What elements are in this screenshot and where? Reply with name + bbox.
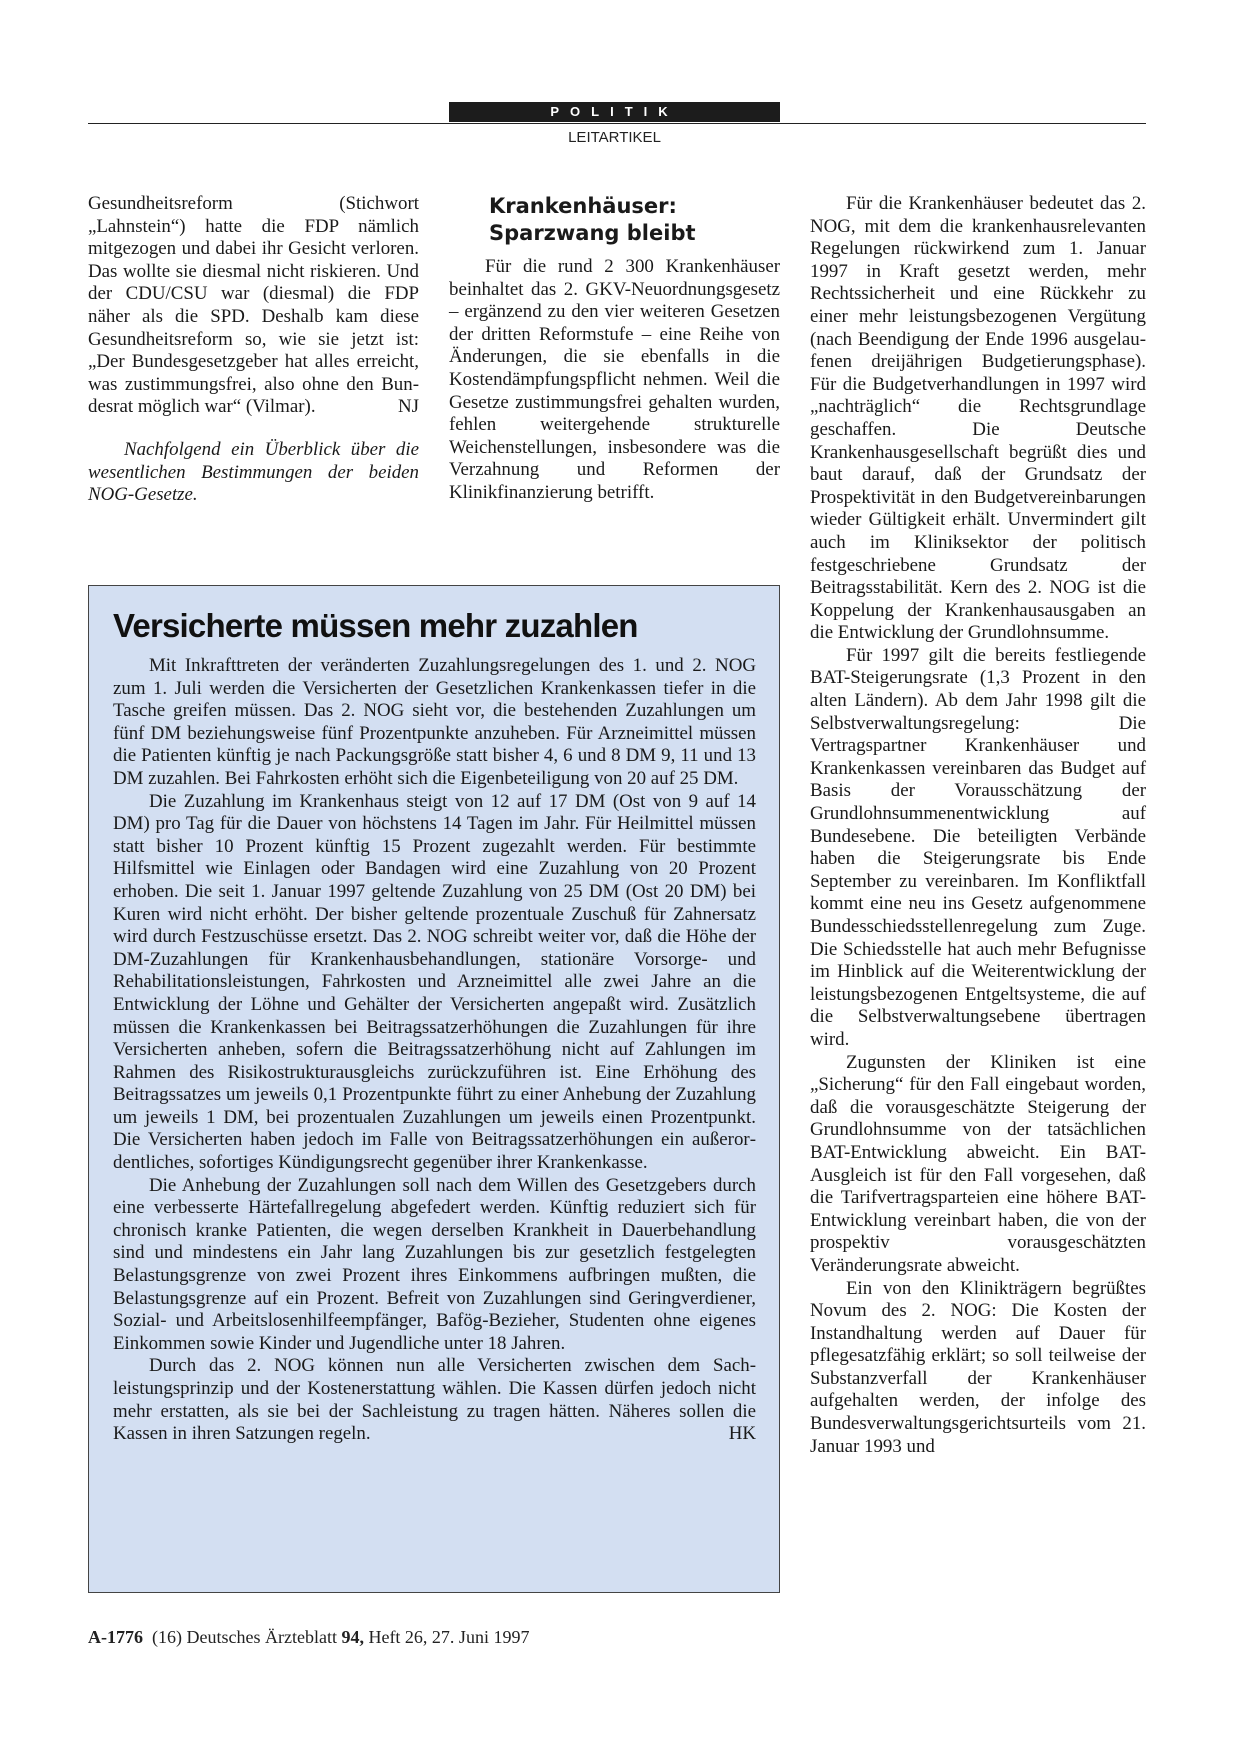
paragraph: Mit Inkrafttreten der veränderten Zuzahlungsregelungen des 1. und 2. NOG zum 1. Juli werden die Versicherten der Gesetzlichen Krankenkassen tiefer in die Tasche greifen müssen. Das 2. NOG sieht vor, die bestehenden Zuzahlungen um fünf DM beziehungsweise fünf Prozentpunkte anzuheben. Für Arzneimittel müssen die Patienten künftig je nach Packungsgröße statt bisher 4, 6 und 8 DM 9, 11 und 13 DM zuzahlen. Bei Fahrkosten erhöht sich die Eigenbeteiligung von 20 auf 25 DM. [113, 655, 756, 789]
page-number: (16) [152, 1627, 182, 1647]
column-right [810, 193, 1146, 1458]
column-middle [449, 193, 780, 505]
subheading: Krankenhäuser: Sparzwang bleibt [489, 194, 696, 245]
subsection-label: LEITARTIKEL [568, 129, 661, 146]
section-label: POLITIK [449, 102, 780, 122]
header-rule [88, 123, 1146, 124]
column-left [88, 193, 419, 507]
author-initials: NJ [398, 396, 419, 418]
box-body [113, 655, 756, 1446]
paragraph: Die Anhebung der Zuzahlungen soll nach dem Willen des Gesetzgebers durch eine verbesserte Härtefallregelung abgefedert werden. Künftig reduziert sich für chronisch kranke Patienten, die wegen derselben Krankheit in Dauerbehandlung sind und mindestens ein Jahr lang Zuzahlungen bis zur gesetzlich festgelegten Belastungsgrenze von zwei Prozent ihres Einkommens aufbringen mußten, die Belastungsgrenze auf ein Prozent. Befreit von Zuzahlungen sind Geringverdiener, Sozial- und Arbeitslosenhilfeempfänger, Bafög-Bezieher, Studenten ohne eigenes Einkommen sowie Kinder und Jugendliche unter 18 Jahren. [113, 1174, 756, 1354]
paragraph: Für 1997 gilt die bereits festliegende BAT-Steigerungsrate (1,3 Prozent in den alten Ländern). Ab dem Jahr 1998 gilt die Selbstverwaltungsregelung: Die Vertragspartner Krankenhäuser und Krankenkassen vereinbaren das Budget auf Basis der Vorausschätzung der Grundlohnsummenentwicklung auf Bundesebene. Die beteiligten Verbände haben die Steigerungsrate bis Ende September zu vereinbaren. Im Konfliktfall kommt eine neu ins Gesetz aufgenommene Bundesschiedsstellenregelung zum Zuge. Die Schiedsstelle hat auch mehr Befugnisse im Hinblick auf die Weiterentwicklung der leistungsbezogenen Entgeltsysteme, die auf die Selbstverwaltungsebene übertragen wird. [810, 644, 1146, 1050]
paragraph: Ein von den Klinikträgern begrüßtes Novum des 2. NOG: Die Kosten der Instandhaltung werden auf Dauer für pflegesatzfähig erklärt; so soll teilweise der Substanzverfall der Krankenhäuser aufgehalten werden, der infolge des Bundesverwaltungsgerichtsurteils vom 21. Januar 1993 und [810, 1277, 1146, 1457]
paragraph: Die Zuzahlung im Krankenhaus steigt von 12 auf 17 DM (Ost von 9 auf 14 DM) pro Tag für die Dauer von höchstens 14 Tagen im Jahr. Für Heilmittel müssen statt bisher 10 Prozent künftig 15 Prozent zugezahlt werden. Für bestimmte Hilfsmittel wie Einlagen oder Bandagen wird eine Zuzahlung von 20 Prozent erhoben. Die seit 1. Januar 1997 geltende Zuzahlung von 25 DM (Ost 20 DM) bei Kuren wird nicht erhöht. Der bisher geltende prozentuale Zuschuß für Zahnersatz wird durch Festzuschüsse ersetzt. Das 2. NOG schreibt weiter vor, daß die Höhe der DM-Zuzahlungen für Krankenhausbehandlungen, stationäre Vorsorge- und Rehabilitationsleistungen, Fahrkosten und Arzneimittel alle zwei Jahre an die Entwicklung der Löhne und Gehälter der Versicherten angepaßt wird. Zusätzlich müssen die Krankenkassen bei Beitragssatzerhöhungen die Zuzahlungen für ihre Versicherten anheben, sofern die Beitragssatzerhöhung nicht auf Zahlungen im Rahmen des Risikostrukturausgleichs zurückzuführen ist. Eine Erhöhung des Beitragssatzes um jeweils 0,1 Prozentpunkte führt zu einer Anhebung der Zuzahlung um jeweils 1 DM, bei prozentualen Zuzahlungen um jeweils einen Prozentpunkt. Die Versicherten haben jedoch im Falle von Beitragssatzerhöhungen ein außerordentliches, sofortiges Kündigungsrecht gegenüber ihrer Krankenkasse. [113, 790, 756, 1174]
page-code: A-1776 [88, 1627, 143, 1647]
info-box [88, 585, 780, 1593]
journal-name: Deutsches Ärzteblatt [186, 1627, 337, 1647]
volume-number: 94, [341, 1627, 364, 1647]
box-title: Versicherte müssen mehr zuzahlen [113, 607, 638, 644]
paragraph: Für die rund 2 300 Krankenhäuser beinhaltet das 2. GKV-Neuordnungsgesetz – ergänzend zu den vier weiteren Gesetzen der dritten Reformstufe – eine Reihe von Änderungen, die sie ebenfalls in die Kostendämpfungspflicht nehmen. Weil die Gesetze zustimmungsfrei gehalten wurden, fehlen weitergehende strukturelle Weichenstellungen, insbesondere was die Verzahnung und Reformen der Klinikfinanzierung betrifft. [449, 256, 780, 503]
author-initials: HK [728, 1423, 756, 1445]
page-footer [88, 1627, 529, 1648]
paragraph: Zugunsten der Kliniken ist eine „Sicherung“ für den Fall eingebaut worden, daß die vorausgeschätzte Steigerung der Grundlohnsumme von der tatsächlichen BAT-Entwicklung abweicht. Ein BAT-Ausgleich ist für den Fall vorgesehen, daß die Tarifvertragsparteien eine höhere BAT-Entwicklung vereinbart haben, die von der prospektiv vorausgeschätzten Veränderungsrate abweicht. [810, 1051, 1146, 1276]
intro-note: Nachfolgend ein Überblick über die wesentlichen Bestimmungen der beiden NOG-Gesetze. [88, 438, 419, 506]
paragraph: Für die Krankenhäuser bedeutet das 2. NOG, mit dem die krankenhausrelevanten Regelungen rückwirkend zum 1. Januar 1997 in Kraft gesetzt werden, mehr Rechtssicherheit und eine Rückkehr zu einer mehr leistungsbezogenen Vergütung (nach Beendigung der Ende 1996 ausgelaufenen dreijährigen Budgetierungsphase). Für die Budgetverhandlungen in 1997 wird „nachträglich“ die Rechtsgrundlage geschaffen. Die Deutsche Krankenhausgesellschaft begrüßt dies und baut darauf, daß der Grundsatz der Prospektivität in den Budgetvereinbarungen wieder Gültigkeit erhält. Unvermindert gilt auch im Kliniksektor der politisch festgeschriebene Grundsatz der Beitragsstabilität. Kern des 2. NOG ist die Koppelung der Krankenhausausgaben an die Entwicklung der Grundlohnsumme. [810, 193, 1146, 644]
issue-date: Heft 26, 27. Juni 1997 [368, 1627, 530, 1647]
paragraph: Gesundheitsreform (Stichwort „Lahnstein“) hatte die FDP nämlich mitgezogen und dabei ihr Gesicht verloren. Das wollte sie diesmal nicht riskieren. Und der CDU/CSU war (diesmal) die FDP näher als die SPD. Deshalb kam diese Gesundheitsreform so, wie sie jetzt ist: „Der Bundesgesetzgeber hat alles erreicht, was zustimmungsfrei, also ohne den Bundesrat möglich war“ (Vilmar). NJ [88, 193, 419, 418]
paragraph: Durch das 2. NOG können nun alle Versicherten zwischen dem Sachleistungsprinzip und der Kostenerstattung wählen. Die Kassen dürfen jedoch nicht mehr erstatten, als sie bei der Sachleistung zu tragen hätten. Näheres sollen die Kassen in ihren Satzungen regeln. HK [113, 1355, 756, 1445]
